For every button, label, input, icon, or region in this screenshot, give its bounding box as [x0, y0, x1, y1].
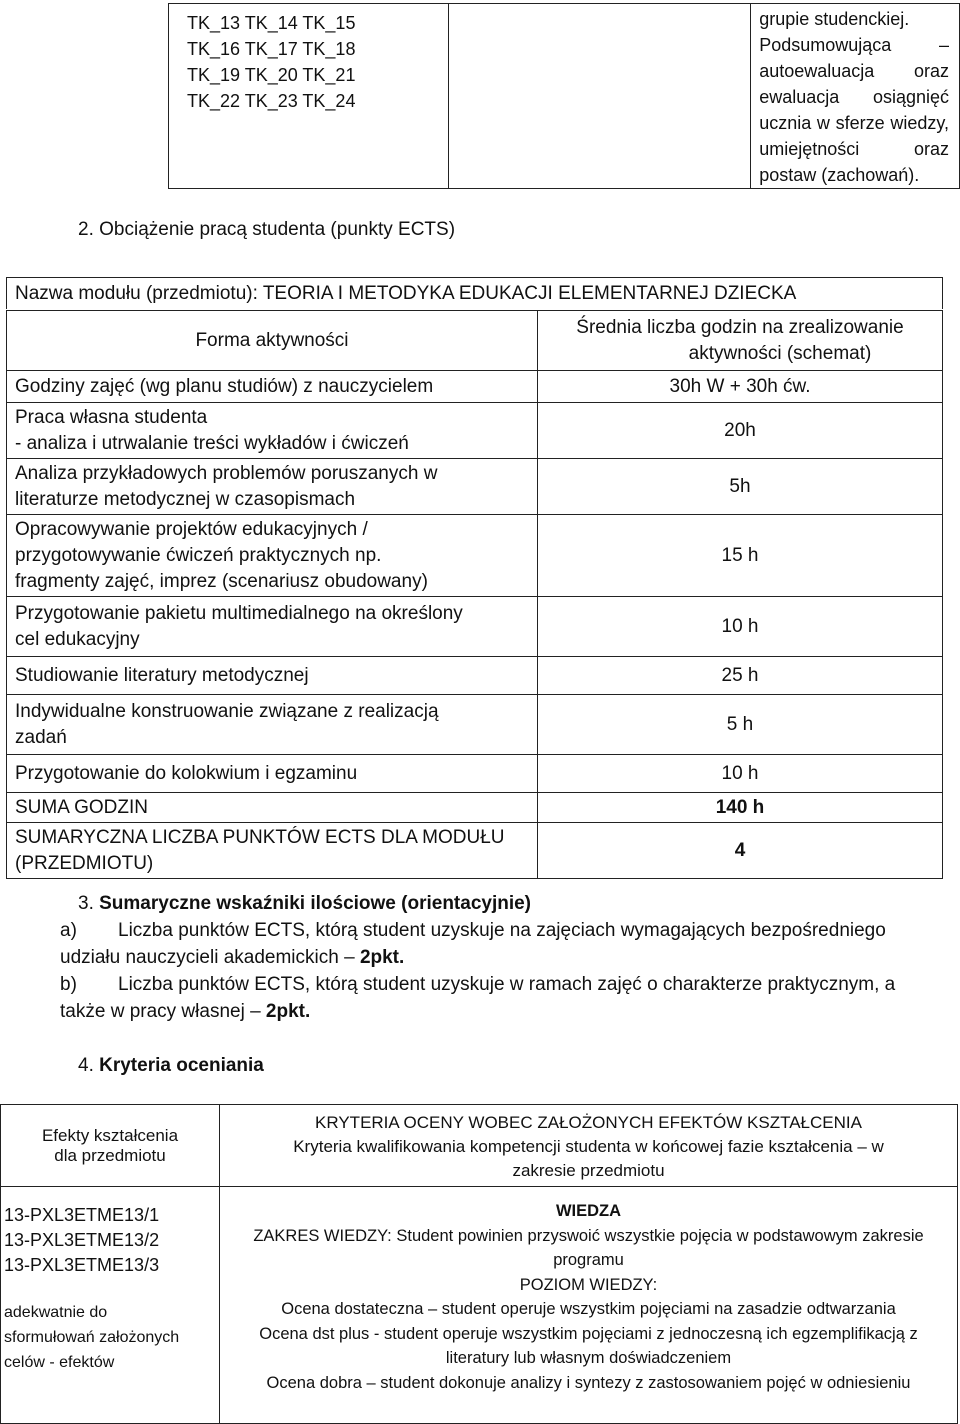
- tk-codes-cell: [169, 4, 449, 189]
- desc-line: umiejętności oraz: [759, 139, 949, 159]
- row-value: 30h W + 30h ćw.: [538, 371, 943, 403]
- row-value: 10 h: [538, 755, 943, 793]
- section-3-item-a: a) Liczba punktów ECTS, którą student uzyskuje na zajęciach wymagających bezpośredniego udziału nauczycieli akademickich – 2pkt.: [60, 920, 886, 968]
- effect-code: 13-PXL3ETME13/2: [4, 1230, 160, 1250]
- sum-label: SUMA GODZIN: [7, 793, 538, 823]
- tk-line: TK_13 TK_14 TK_15: [187, 13, 356, 33]
- effect-code: 13-PXL3ETME13/1: [4, 1205, 160, 1225]
- desc-line: ucznia w sferze wiedzy,: [759, 113, 949, 133]
- section-4-title: 4. Kryteria oceniania: [78, 1055, 264, 1076]
- description-cell: [751, 4, 960, 189]
- tk-line: TK_22 TK_23 TK_24: [187, 91, 356, 111]
- row-label: Godziny zajęć (wg planu studiów) z nauczycielem: [7, 371, 538, 403]
- desc-line: grupie studenckiej.: [759, 9, 910, 29]
- desc-line: autoewaluacja oraz: [759, 61, 949, 81]
- row-value: 15 h: [538, 515, 943, 597]
- section-2-title: 2. Obciążenie pracą studenta (punkty ECTS): [78, 219, 456, 240]
- row-value: 5h: [538, 459, 943, 515]
- row-label: Przygotowanie do kolokwium i egzaminu: [7, 755, 538, 793]
- row-label: Przygotowanie pakietu multimedialnego na określony cel edukacyjny: [7, 597, 538, 657]
- row-label: Indywidualne konstruowanie związane z realizacją zadań: [7, 695, 538, 755]
- desc-line: Podsumowująca –: [759, 35, 949, 55]
- module-name-row: [6, 277, 943, 309]
- empty-cell: [449, 4, 751, 189]
- effect-code: 13-PXL3ETME13/3: [4, 1255, 160, 1275]
- sum-value: 140 h: [538, 793, 943, 823]
- section-3-title: 3. Sumaryczne wskaźniki ilościowe (orientacyjnie): [78, 893, 532, 914]
- row-value: 25 h: [538, 657, 943, 695]
- top-table: [168, 3, 960, 189]
- criteria-header: KRYTERIA OCENY WOBEC ZAŁOŻONYCH EFEKTÓW KSZTAŁCENIA Kryteria kwalifikowania kompetencji studenta w końcowej fazie kształcenia – w zakresie przedmiotu: [220, 1105, 958, 1187]
- col-header-activity: Forma aktywności: [7, 311, 538, 371]
- desc-line: ewaluacja osiągnięć: [759, 87, 949, 107]
- ects-label: SUMARYCZNA LICZBA PUNKTÓW ECTS DLA MODUŁU (PRZEDMIOTU): [7, 823, 538, 879]
- effects-header: Efekty kształcenia dla przedmiotu: [1, 1105, 220, 1187]
- row-value: 20h: [538, 403, 943, 459]
- tk-line: TK_19 TK_20 TK_21: [187, 65, 356, 85]
- tk-line: TK_16 TK_17 TK_18: [187, 39, 356, 59]
- row-label: Opracowywanie projektów edukacyjnych / przygotowywanie ćwiczeń praktycznych np. fragmenty zajęć, imprez (scenariusz obudowany): [7, 515, 538, 597]
- section-3-item-b: b) Liczba punktów ECTS, którą student uzyskuje w ramach zajęć o charakterze praktycznym, a także w pracy własnej – 2pkt.: [60, 974, 896, 1022]
- ects-table: [6, 310, 943, 879]
- criteria-content-cell: WIEDZA ZAKRES WIEDZY: Student powinien przyswoić wszystkie pojęcia w podstawowym zakresie programu POZIOM WIEDZY: Ocena dostateczna – student operuje wszystkim pojęciami na zasadzie odtwarzania Ocena dst plus - student operuje wszystkim pojęciami z jednoczesną ich egzemplifikacją z literatury lub własnym doświadczeniem Ocena dobra – student dokonuje analizy i syntezy z zastosowaniem pojęć w odniesieniu: [220, 1187, 958, 1424]
- row-label: Praca własna studenta - analiza i utrwalanie treści wykładów i ćwiczeń: [7, 403, 538, 459]
- module-name-prefix: Nazwa modułu (przedmiotu):: [15, 283, 263, 304]
- row-label: Studiowanie literatury metodycznej: [7, 657, 538, 695]
- criteria-table: [0, 1104, 958, 1424]
- row-value: 5 h: [538, 695, 943, 755]
- col-header-hours: Średnia liczba godzin na zrealizowanie aktywności (schemat): [538, 311, 943, 371]
- module-name: TEORIA I METODYKA EDUKACJI ELEMENTARNEJ DZIECKA: [262, 283, 797, 304]
- row-value: 10 h: [538, 597, 943, 657]
- effects-codes-cell: 13-PXL3ETME13/1 13-PXL3ETME13/2 13-PXL3ETME13/3 adekwatnie do sformułowań założonych celów - efektów: [1, 1187, 220, 1424]
- desc-line: postaw (zachowań).: [759, 165, 920, 185]
- ects-value: 4: [538, 823, 943, 879]
- row-label: Analiza przykładowych problemów poruszanych w literaturze metodycznej w czasopismach: [7, 459, 538, 515]
